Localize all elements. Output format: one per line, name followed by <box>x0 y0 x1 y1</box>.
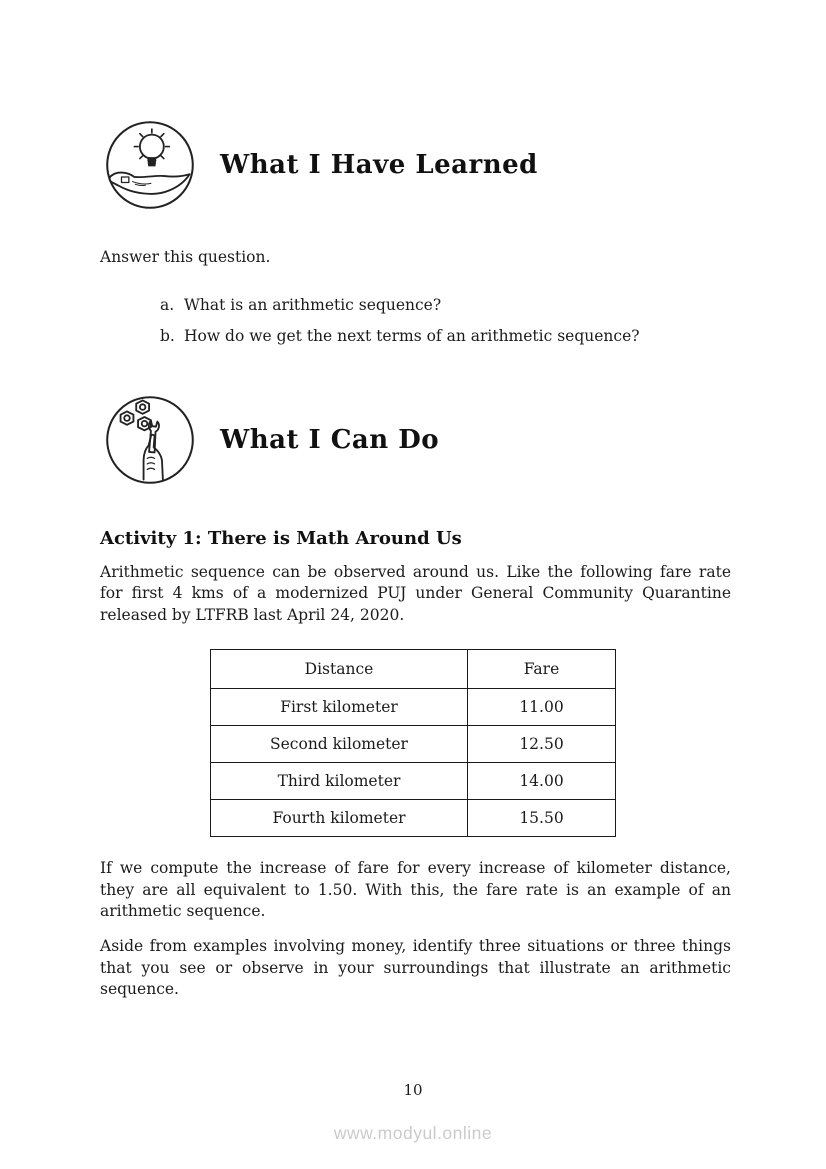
paragraph-fare-intro: Arithmetic sequence can be observed around us. Like the following fare rate for first 4 kms of a modernized PUJ under General Community Quarantine released by LTFRB last April 24, 2020. <box>100 562 731 625</box>
question-item-a <box>160 294 731 316</box>
paragraph-identify-task: Aside from examples involving money, identify three situations or three things that you see or observe in your surroundings that illustrate an arithmetic sequence. <box>100 936 731 999</box>
question-marker-b: b. <box>160 326 175 345</box>
cell-distance-4: Fourth kilometer <box>211 799 468 836</box>
activity-title: Activity 1: There is Math Around Us <box>100 527 462 549</box>
header-distance: Distance <box>211 649 468 688</box>
question-text-b: How do we get the next terms of an arithmetic sequence? <box>184 326 640 345</box>
paragraph-compute-increase: If we compute the increase of fare for every increase of kilometer distance, they are all equivalent to 1.50. With this, the fare rate is an example of an arithmetic sequence. <box>100 858 731 921</box>
hand-lightbulb-icon <box>104 119 196 211</box>
fare-table-wrap <box>0 649 826 837</box>
table-row <box>211 725 616 762</box>
cell-fare-3: 14.00 <box>468 762 616 799</box>
table-row <box>211 799 616 836</box>
answer-instruction: Answer this question. <box>100 248 271 266</box>
fare-table <box>210 649 616 837</box>
section-title-what-i-have-learned: What I Have Learned <box>220 150 538 180</box>
question-item-b <box>160 325 731 347</box>
table-row <box>211 762 616 799</box>
cell-fare-4: 15.50 <box>468 799 616 836</box>
hand-wrench-icon <box>104 394 196 486</box>
cell-fare-2: 12.50 <box>468 725 616 762</box>
watermark-url: www.modyul.online <box>333 1123 493 1143</box>
question-list <box>160 294 731 347</box>
table-row <box>211 688 616 725</box>
what-i-have-learned-header <box>104 0 826 211</box>
question-marker-a: a. <box>160 295 175 314</box>
table-header-row <box>211 649 616 688</box>
cell-distance-2: Second kilometer <box>211 725 468 762</box>
section-title-what-i-can-do: What I Can Do <box>220 424 440 455</box>
question-text-a: What is an arithmetic sequence? <box>184 295 442 314</box>
cell-distance-3: Third kilometer <box>211 762 468 799</box>
cell-fare-1: 11.00 <box>468 688 616 725</box>
page-number: 10 <box>403 1081 423 1099</box>
what-i-can-do-header <box>104 394 826 486</box>
header-fare: Fare <box>468 649 616 688</box>
cell-distance-1: First kilometer <box>211 688 468 725</box>
